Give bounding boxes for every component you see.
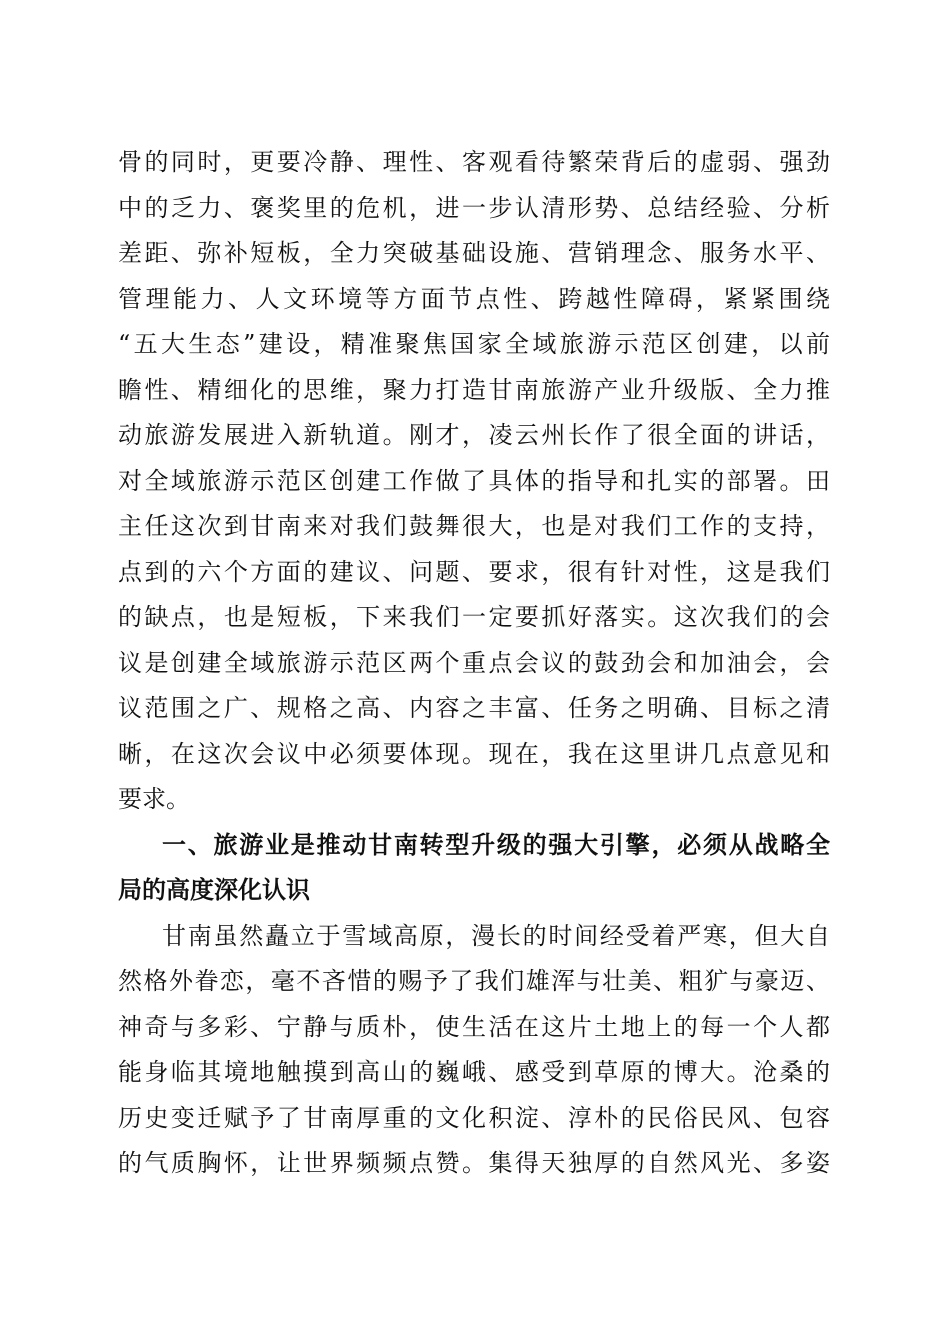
section-heading [118,823,830,914]
text-line: 要求。 [118,785,190,813]
text-line: 差距、弥补短板，全力突破基础设施、营销理念、服务水平、 [118,239,830,267]
text-line: 的缺点，也是短板，下来我们一定要抓好落实。这次我们的会 [118,603,830,631]
text-line: 对全域旅游示范区创建工作做了具体的指导和扎实的部署。田 [118,466,830,495]
text-line: 甘南虽然矗立于雪域高原，漫长的时间经受着严寒，但大自 [162,921,830,950]
text-line: 神奇与多彩、宁静与质朴，使生活在这片土地上的每一个人都 [118,1012,830,1041]
text-line: 的气质胸怀，让世界频频点赞。集得天独厚的自然风光、多姿 [118,1149,830,1177]
text-line: 点到的六个方面的建议、问题、要求，很有针对性，这是我们 [118,557,830,586]
text-line: 骨的同时，更要冷静、理性、客观看待繁荣背后的虚弱、强劲 [118,148,830,176]
document-body [118,140,830,1187]
text-line: 中的乏力、褒奖里的危机，进一步认清形势、总结经验、分析 [118,193,830,222]
heading-line: 一、旅游业是推动甘南转型升级的强大引擎，必须从战略全 [162,830,830,859]
text-line: 历史变迁赋予了甘南厚重的文化积淀、淳朴的民俗民风、包容 [118,1103,830,1132]
text-line: 晰，在这次会议中必须要体现。现在，我在这里讲几点意见和 [118,739,830,768]
text-line: 能身临其境地触摸到高山的巍峨、感受到草原的博大。沧桑的 [118,1058,830,1086]
text-line: 瞻性、精细化的思维，聚力打造甘南旅游产业升级版、全力推 [118,375,830,404]
text-line: 然格外眷恋，毫不吝惜的赐予了我们雄浑与壮美、粗犷与豪迈、 [118,967,830,995]
text-line: 主任这次到甘南来对我们鼓舞很大，也是对我们工作的支持， [118,512,830,540]
text-line: 动旅游发展进入新轨道。刚才，凌云州长作了很全面的讲话， [118,421,830,449]
text-line: 议范围之广、规格之高、内容之丰富、任务之明确、目标之清 [118,694,830,722]
heading-line: 局的高度深化认识 [118,876,310,904]
text-line: 管理能力、人文环境等方面节点性、跨越性障碍，紧紧围绕 [118,284,830,313]
text-line: 议是创建全域旅游示范区两个重点会议的鼓劲会和加油会，会 [118,648,830,677]
paragraph-intro [118,140,830,823]
text-line: “五大生态”建设，精准聚焦国家全域旅游示范区创建，以前 [118,330,830,358]
paragraph-section-1 [118,914,830,1187]
